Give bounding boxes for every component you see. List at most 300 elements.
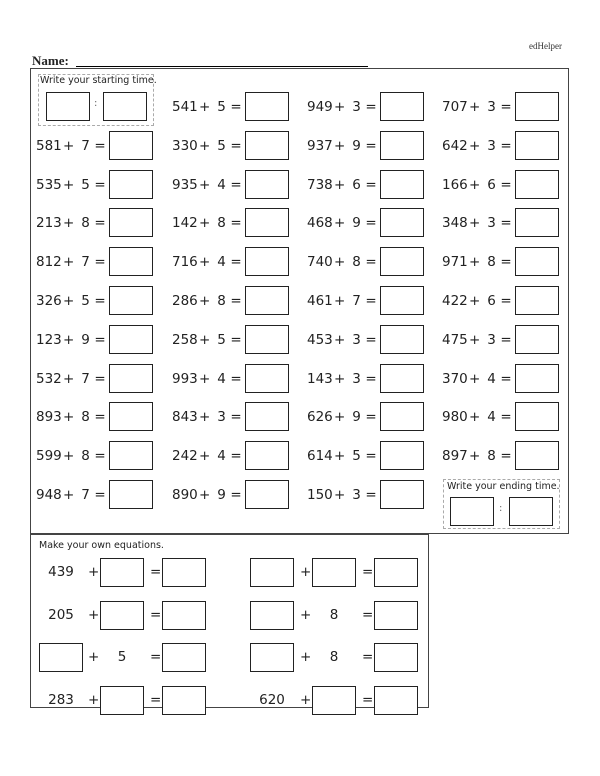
problem-3-2 [172,170,242,199]
brand-label: edHelper [529,41,562,51]
addend-a: 893 [36,408,62,425]
addend-b: 4 [217,447,226,464]
addend-b: 8 [217,214,226,231]
addend-a: 642 [442,137,468,154]
addend-a: 614 [307,447,333,464]
plus-sign: + [199,253,211,270]
addend-a: 422 [442,292,468,309]
answer-box[interactable] [109,131,153,160]
start-time-hours[interactable] [46,92,90,121]
problem-11-3 [307,480,377,509]
equals-sign: = [362,692,374,708]
end-time-separator: : [499,503,503,514]
answer-box[interactable] [380,247,424,276]
answer-box[interactable] [515,208,559,237]
addend-a: 937 [307,137,333,154]
answer-box[interactable] [109,325,153,354]
end-time-minutes[interactable] [509,497,553,526]
answer-box[interactable] [380,286,424,315]
equals-sign: = [500,98,512,115]
own-second-term-number: 5 [117,649,127,665]
plus-sign: + [199,214,211,231]
addend-a: 599 [36,447,62,464]
addend-a: 475 [442,331,468,348]
addend-b: 5 [217,137,226,154]
equals-sign: = [365,176,377,193]
equals-sign: = [500,370,512,387]
problem-11-1 [36,480,106,509]
equals-sign: = [150,692,162,708]
own-first-term-box[interactable] [250,643,294,672]
addend-b: 9 [352,137,361,154]
plus-sign: + [469,331,481,348]
problem-7-3 [307,325,377,354]
equals-sign: = [365,331,377,348]
plus-sign: + [469,137,481,154]
addend-b: 9 [217,486,226,503]
answer-box[interactable] [380,441,424,470]
plus-sign: + [199,292,211,309]
problem-7-2 [172,325,242,354]
plus-sign: + [88,607,100,623]
problem-10-3 [307,441,377,470]
addend-a: 581 [36,137,62,154]
name-label: Name: [32,53,69,68]
addend-b: 4 [487,370,496,387]
addend-b: 6 [352,176,361,193]
answer-box[interactable] [380,92,424,121]
equals-sign: = [365,214,377,231]
equals-sign: = [230,98,242,115]
plus-sign: + [300,692,312,708]
plus-sign: + [199,98,211,115]
problem-6-4 [442,286,512,315]
plus-sign: + [469,214,481,231]
own-first-term-number: 205 [48,607,74,623]
equals-sign: = [365,98,377,115]
addend-a: 980 [442,408,468,425]
own-result-box[interactable] [162,643,206,672]
plus-sign: + [199,137,211,154]
plus-sign: + [199,447,211,464]
answer-box[interactable] [515,247,559,276]
addend-a: 326 [36,292,62,309]
problem-11-2 [172,480,242,509]
plus-sign: + [469,408,481,425]
addend-a: 468 [307,214,333,231]
addend-a: 716 [172,253,198,270]
problem-3-3 [307,170,377,199]
addend-b: 5 [81,176,90,193]
equals-sign: = [365,447,377,464]
equals-sign: = [500,331,512,348]
problem-7-4 [442,325,512,354]
own-second-term-box[interactable] [312,686,356,715]
equals-sign: = [150,564,162,580]
addend-b: 7 [81,486,90,503]
plus-sign: + [469,447,481,464]
equals-sign: = [94,331,106,348]
plus-sign: + [199,408,211,425]
start-time-separator: : [94,98,98,109]
addend-a: 738 [307,176,333,193]
answer-box[interactable] [515,286,559,315]
own-equations-title: Make your own equations. [39,540,164,551]
addend-a: 242 [172,447,198,464]
problem-8-1 [36,364,106,393]
problem-1-4 [442,92,512,121]
problem-10-1 [36,441,106,470]
answer-box[interactable] [380,170,424,199]
own-second-term-box[interactable] [100,686,144,715]
plus-sign: + [334,176,346,193]
plus-sign: + [88,564,100,580]
problem-8-2 [172,364,242,393]
equals-sign: = [230,176,242,193]
plus-sign: + [469,176,481,193]
own-first-term-number: 283 [48,692,74,708]
plus-sign: + [469,292,481,309]
addend-a: 993 [172,370,198,387]
answer-box[interactable] [109,480,153,509]
addend-a: 949 [307,98,333,115]
plus-sign: + [199,176,211,193]
equals-sign: = [365,292,377,309]
plus-sign: + [88,649,100,665]
plus-sign: + [334,214,346,231]
answer-box[interactable] [245,247,289,276]
equals-sign: = [500,447,512,464]
equals-sign: = [362,607,374,623]
equals-sign: = [230,370,242,387]
problem-1-2 [172,92,242,121]
equals-sign: = [230,214,242,231]
addend-a: 532 [36,370,62,387]
answer-box[interactable] [380,402,424,431]
problem-4-1 [36,208,106,237]
answer-box[interactable] [515,92,559,121]
addend-a: 166 [442,176,468,193]
addend-a: 843 [172,408,198,425]
addend-b: 3 [352,370,361,387]
start-time-minutes[interactable] [103,92,147,121]
own-second-term-number: 8 [329,649,339,665]
addend-b: 3 [487,214,496,231]
plus-sign: + [300,607,312,623]
addend-b: 3 [352,331,361,348]
addend-b: 9 [81,331,90,348]
addend-b: 4 [487,408,496,425]
plus-sign: + [334,370,346,387]
equals-sign: = [94,137,106,154]
own-first-term-number: 439 [48,564,74,580]
problem-6-2 [172,286,242,315]
problem-6-1 [36,286,106,315]
problem-2-2 [172,131,242,160]
problem-2-1 [36,131,106,160]
own-result-box[interactable] [374,601,418,630]
addend-b: 6 [487,176,496,193]
addend-a: 213 [36,214,62,231]
answer-box[interactable] [380,208,424,237]
end-time-hours[interactable] [450,497,494,526]
addend-a: 150 [307,486,333,503]
problem-8-3 [307,364,377,393]
own-result-box[interactable] [162,686,206,715]
name-line[interactable] [76,66,368,67]
problem-5-3 [307,247,377,276]
addend-a: 812 [36,253,62,270]
addend-b: 3 [487,137,496,154]
addend-b: 3 [217,408,226,425]
answer-box[interactable] [245,92,289,121]
answer-box[interactable] [245,441,289,470]
problem-4-4 [442,208,512,237]
end-time-label: Write your ending time. [447,481,560,492]
plus-sign: + [469,98,481,115]
addend-b: 7 [81,253,90,270]
addend-b: 5 [81,292,90,309]
addend-b: 8 [217,292,226,309]
answer-box[interactable] [109,247,153,276]
problem-10-4 [442,441,512,470]
answer-box[interactable] [380,131,424,160]
addend-a: 535 [36,176,62,193]
equals-sign: = [230,447,242,464]
addend-b: 9 [352,214,361,231]
problem-6-3 [307,286,377,315]
equals-sign: = [500,137,512,154]
problem-4-2 [172,208,242,237]
problem-9-3 [307,402,377,431]
plus-sign: + [63,486,75,503]
answer-box[interactable] [380,325,424,354]
start-time-label: Write your starting time. [40,75,157,86]
plus-sign: + [63,292,75,309]
problem-9-4 [442,402,512,431]
equals-sign: = [94,176,106,193]
addend-a: 143 [307,370,333,387]
addend-a: 370 [442,370,468,387]
plus-sign: + [88,692,100,708]
answer-box[interactable] [380,480,424,509]
answer-box[interactable] [245,170,289,199]
plus-sign: + [469,253,481,270]
answer-box[interactable] [109,170,153,199]
equals-sign: = [94,214,106,231]
plus-sign: + [334,137,346,154]
answer-box[interactable] [109,364,153,393]
own-result-box[interactable] [374,686,418,715]
addend-a: 935 [172,176,198,193]
answer-box[interactable] [245,286,289,315]
plus-sign: + [334,253,346,270]
plus-sign: + [334,408,346,425]
addend-a: 123 [36,331,62,348]
addend-a: 890 [172,486,198,503]
addend-a: 626 [307,408,333,425]
own-result-box[interactable] [374,558,418,587]
equals-sign: = [94,447,106,464]
own-first-term-box[interactable] [250,601,294,630]
addend-a: 258 [172,331,198,348]
equals-sign: = [500,292,512,309]
equals-sign: = [500,176,512,193]
plus-sign: + [334,98,346,115]
own-first-term-box[interactable] [250,558,294,587]
answer-box[interactable] [245,480,289,509]
addend-a: 142 [172,214,198,231]
equals-sign: = [500,253,512,270]
addend-a: 707 [442,98,468,115]
plus-sign: + [63,137,75,154]
plus-sign: + [199,486,211,503]
equals-sign: = [500,214,512,231]
plus-sign: + [469,370,481,387]
addend-b: 5 [352,447,361,464]
addend-a: 971 [442,253,468,270]
problem-3-4 [442,170,512,199]
plus-sign: + [63,447,75,464]
addend-a: 348 [442,214,468,231]
addend-a: 897 [442,447,468,464]
problem-2-3 [307,131,377,160]
addend-b: 3 [487,98,496,115]
plus-sign: + [334,331,346,348]
equals-sign: = [500,408,512,425]
plus-sign: + [334,486,346,503]
answer-box[interactable] [515,364,559,393]
answer-box[interactable] [109,441,153,470]
equals-sign: = [230,253,242,270]
plus-sign: + [199,331,211,348]
answer-box[interactable] [109,402,153,431]
addend-b: 5 [217,98,226,115]
addend-b: 7 [81,370,90,387]
addend-b: 7 [81,137,90,154]
addend-b: 5 [217,331,226,348]
plus-sign: + [63,176,75,193]
equals-sign: = [230,408,242,425]
problem-2-4 [442,131,512,160]
addend-b: 8 [81,214,90,231]
addend-b: 8 [81,408,90,425]
problem-5-2 [172,247,242,276]
addend-b: 8 [81,447,90,464]
addend-b: 4 [217,370,226,387]
plus-sign: + [63,214,75,231]
problem-4-3 [307,208,377,237]
answer-box[interactable] [515,170,559,199]
plus-sign: + [334,292,346,309]
own-second-term-box[interactable] [100,558,144,587]
addend-a: 740 [307,253,333,270]
equals-sign: = [362,649,374,665]
answer-box[interactable] [515,402,559,431]
answer-box[interactable] [109,208,153,237]
answer-box[interactable] [380,364,424,393]
equals-sign: = [362,564,374,580]
answer-box[interactable] [245,364,289,393]
equals-sign: = [150,649,162,665]
equals-sign: = [365,253,377,270]
addend-b: 3 [487,331,496,348]
own-second-term-box[interactable] [100,601,144,630]
addend-b: 8 [487,253,496,270]
equals-sign: = [94,486,106,503]
addend-b: 7 [352,292,361,309]
addend-a: 541 [172,98,198,115]
plus-sign: + [63,408,75,425]
plus-sign: + [300,649,312,665]
plus-sign: + [199,370,211,387]
addend-b: 4 [217,253,226,270]
own-second-term-number: 8 [329,607,339,623]
equals-sign: = [94,253,106,270]
plus-sign: + [63,370,75,387]
equals-sign: = [365,137,377,154]
equals-sign: = [230,331,242,348]
addend-b: 8 [487,447,496,464]
problem-1-3 [307,92,377,121]
addend-b: 8 [352,253,361,270]
problem-7-1 [36,325,106,354]
own-result-box[interactable] [162,558,206,587]
equals-sign: = [230,292,242,309]
addend-a: 461 [307,292,333,309]
addend-b: 9 [352,408,361,425]
own-first-term-number: 620 [259,692,285,708]
problem-5-4 [442,247,512,276]
answer-box[interactable] [515,441,559,470]
addend-a: 948 [36,486,62,503]
plus-sign: + [300,564,312,580]
addend-b: 6 [487,292,496,309]
answer-box[interactable] [245,325,289,354]
answer-box[interactable] [245,131,289,160]
answer-box[interactable] [245,208,289,237]
addend-b: 3 [352,98,361,115]
own-result-box[interactable] [374,643,418,672]
addend-b: 3 [352,486,361,503]
answer-box[interactable] [245,402,289,431]
problem-5-1 [36,247,106,276]
answer-box[interactable] [109,286,153,315]
equals-sign: = [365,486,377,503]
equals-sign: = [365,370,377,387]
equals-sign: = [94,292,106,309]
addend-a: 330 [172,137,198,154]
equals-sign: = [230,486,242,503]
addend-a: 453 [307,331,333,348]
problem-10-2 [172,441,242,470]
plus-sign: + [63,253,75,270]
problem-9-1 [36,402,106,431]
own-second-term-box[interactable] [312,558,356,587]
own-result-box[interactable] [162,601,206,630]
equals-sign: = [365,408,377,425]
equals-sign: = [230,137,242,154]
equals-sign: = [150,607,162,623]
answer-box[interactable] [515,131,559,160]
own-first-term-box[interactable] [39,643,83,672]
plus-sign: + [334,447,346,464]
problem-9-2 [172,402,242,431]
answer-box[interactable] [515,325,559,354]
equals-sign: = [94,408,106,425]
plus-sign: + [63,331,75,348]
addend-a: 286 [172,292,198,309]
